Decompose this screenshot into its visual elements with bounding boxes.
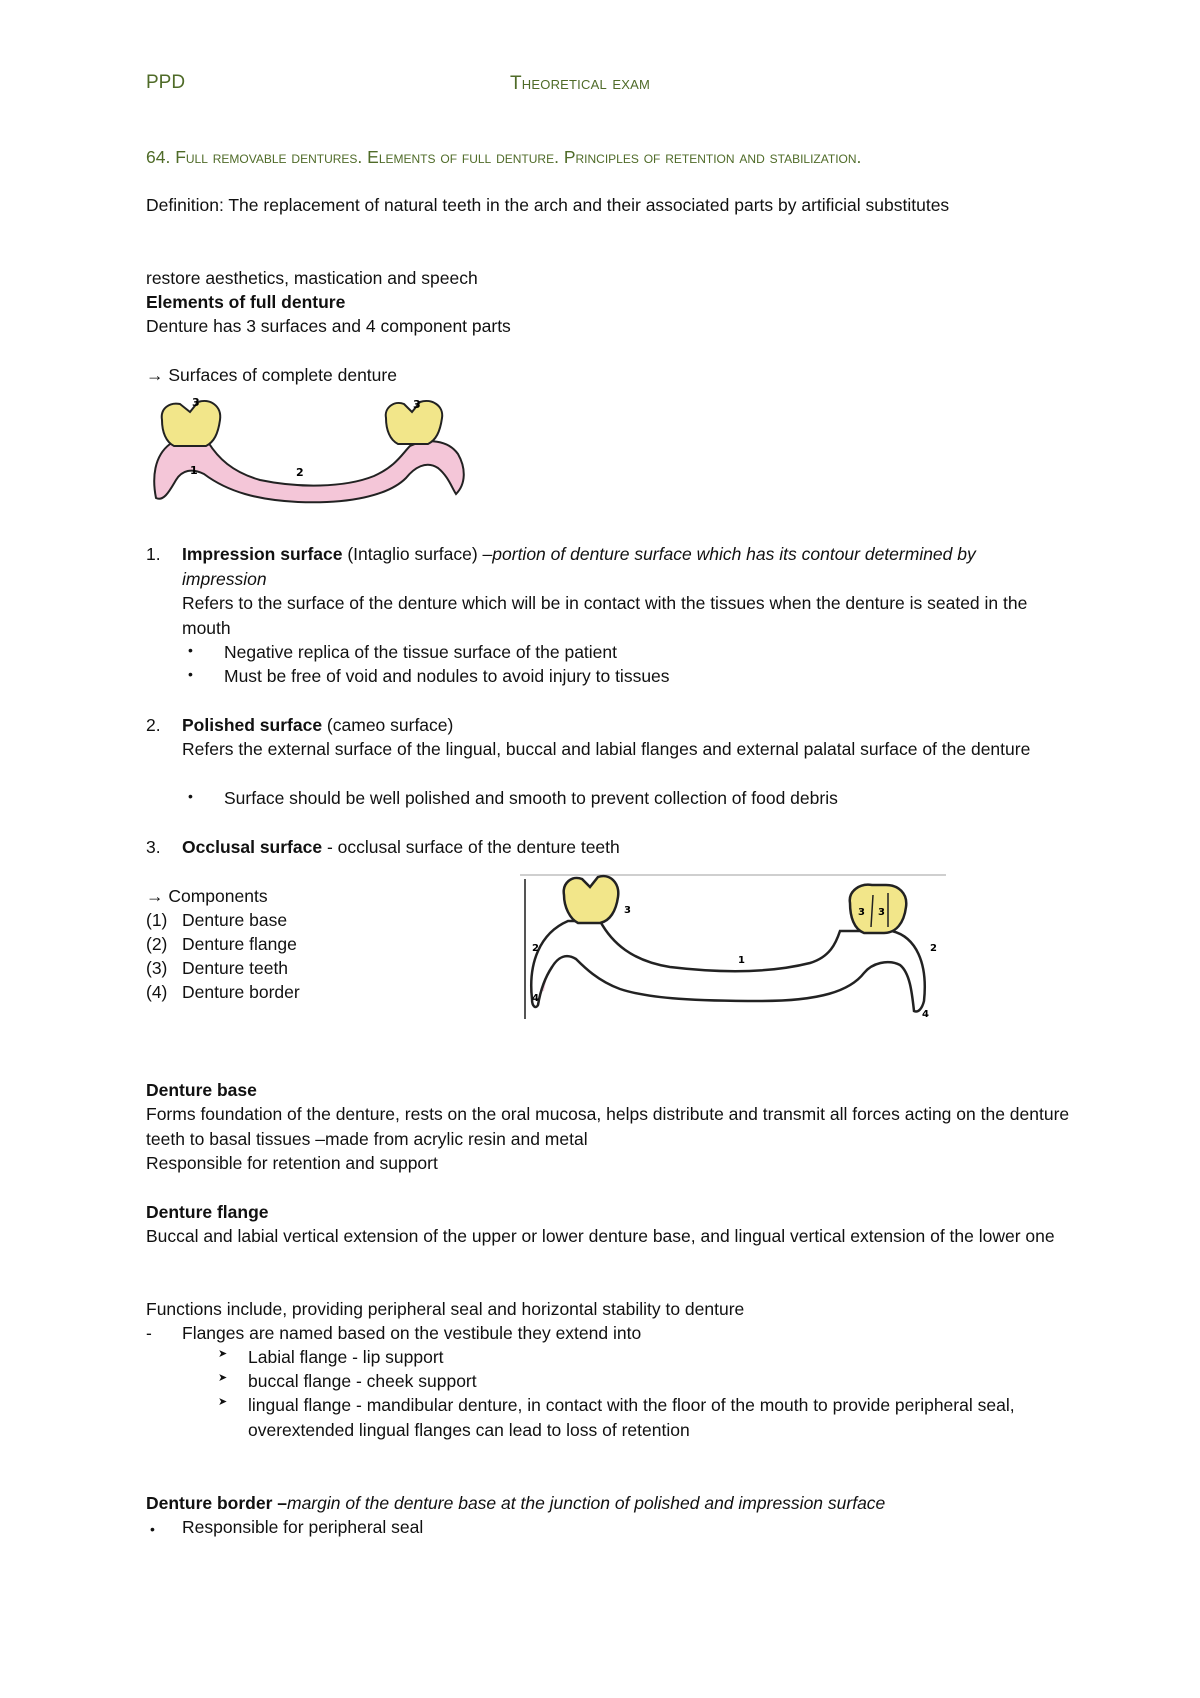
list-number: 1. [146,544,161,564]
polished-surface-item [182,713,1062,738]
list-number: 2. [146,715,161,735]
denture-base-shape [154,441,464,502]
diagram1-label: 3 [413,398,421,411]
diagram1-label: 1 [190,464,198,477]
diagram2-label: 2 [930,943,937,954]
header-title: Theoretical exam [510,73,650,94]
arrow-bullet-icon: ➤ [218,1372,228,1384]
denture-flange-functions: Functions include, providing peripheral seal and horizontal stability to denture [146,1299,745,1319]
diagram2-label: 3 [624,905,631,916]
surfaces-arrow-label: → Surfaces of complete denture [146,365,397,385]
diagram2-label: 1 [738,955,745,966]
definition-text: Definition: The replacement of natural teeth in the arch and their associated parts by artificial substitutes [146,195,950,215]
diagram2-label: 3 [878,907,885,918]
diagram2-label: 2 [532,943,539,954]
list-number: 3. [146,837,161,857]
polished-surface-title: Polished surface [182,715,323,735]
diagram2-label: 4 [922,1009,929,1019]
header-left: PPD [146,72,186,93]
bullet-marker: • [188,666,193,682]
occlusal-surface-title: Occlusal surface [182,837,323,857]
denture-border-title: Denture border – [146,1493,287,1513]
impression-surface-paren: (Intaglio surface) – [342,544,493,564]
list-item: (3) Denture teeth [146,958,289,978]
denture-border-desc: margin of the denture base at the junction of polished and impression surface [287,1493,886,1513]
denture-surfaces-diagram [148,398,470,508]
section-heading: 64. Full removable dentures. Elements of full denture. Principles of retention and stabilization. [146,147,862,167]
diagram2-label: 3 [858,907,865,918]
denture-flange-text: Buccal and labial vertical extension of the upper or lower denture base, and lingual vertical extension of the lower one [146,1226,1055,1246]
tooth-left-shape [162,401,220,446]
polished-surface-paren: (cameo surface) [322,715,454,735]
list-item: (4) Denture border [146,982,300,1002]
flange-naming-text: Flanges are named based on the vestibule they extend into [182,1323,642,1343]
elements-text: Denture has 3 surfaces and 4 component parts [146,316,511,336]
list-item: buccal flange - cheek support [248,1371,477,1391]
purpose-text: restore aesthetics, mastication and speech [146,268,478,288]
list-item: Must be free of void and nodules to avoid injury to tissues [224,666,670,686]
impression-surface-title: Impression surface [182,544,343,564]
bullet-marker: • [188,788,193,804]
denture-base-text: Forms foundation of the denture, rests on the oral mucosa, helps distribute and transmit all forces acting on the denture teeth to basal tissues –made from acrylic resin and metal [146,1104,1070,1149]
impression-surface-item [182,542,1062,591]
diagram1-label: 2 [296,466,304,479]
dash-marker: - [146,1323,152,1343]
denture-components-diagram [520,873,946,1019]
arrow-bullet-icon: ➤ [218,1396,228,1408]
impression-surface-desc: portion of denture surface which has its contour determined by impression [182,544,976,589]
bullet-marker: • [188,642,193,658]
occlusal-surface-rest: - occlusal surface of the denture teeth [322,837,620,857]
components-title: → Components [146,886,268,906]
list-item: Surface should be well polished and smooth to prevent collection of food debris [224,788,838,808]
arrow-bullet-icon: ➤ [218,1348,228,1360]
bullet-marker: • [150,1521,155,1537]
list-item: Responsible for peripheral seal [182,1517,424,1537]
diagram2-label: 4 [532,993,539,1004]
occlusal-surface-item [182,835,1062,860]
elements-title: Elements of full denture [146,292,346,312]
list-item: Labial flange - lip support [248,1347,444,1367]
list-item: (1) Denture base [146,910,288,930]
list-item: lingual flange - mandibular denture, in contact with the floor of the mouth to provide peripheral seal, overextended lingual flanges can lead to loss of retention [248,1395,1015,1440]
denture-border-item [146,1491,1076,1516]
list-item: Negative replica of the tissue surface of the patient [224,642,618,662]
list-item: (2) Denture flange [146,934,297,954]
tooth-left-shape [564,876,619,923]
polished-surface-text: Refers the external surface of the lingual, buccal and labial flanges and external palatal surface of the denture [182,739,1031,759]
denture-base-outline [531,921,925,1012]
denture-flange-title: Denture flange [146,1202,269,1222]
diagram1-label: 3 [192,398,200,409]
impression-surface-text: Refers to the surface of the denture which will be in contact with the tissues when the denture is seated in the mouth [182,593,1028,638]
denture-base-text: Responsible for retention and support [146,1153,438,1173]
denture-base-title: Denture base [146,1080,257,1100]
